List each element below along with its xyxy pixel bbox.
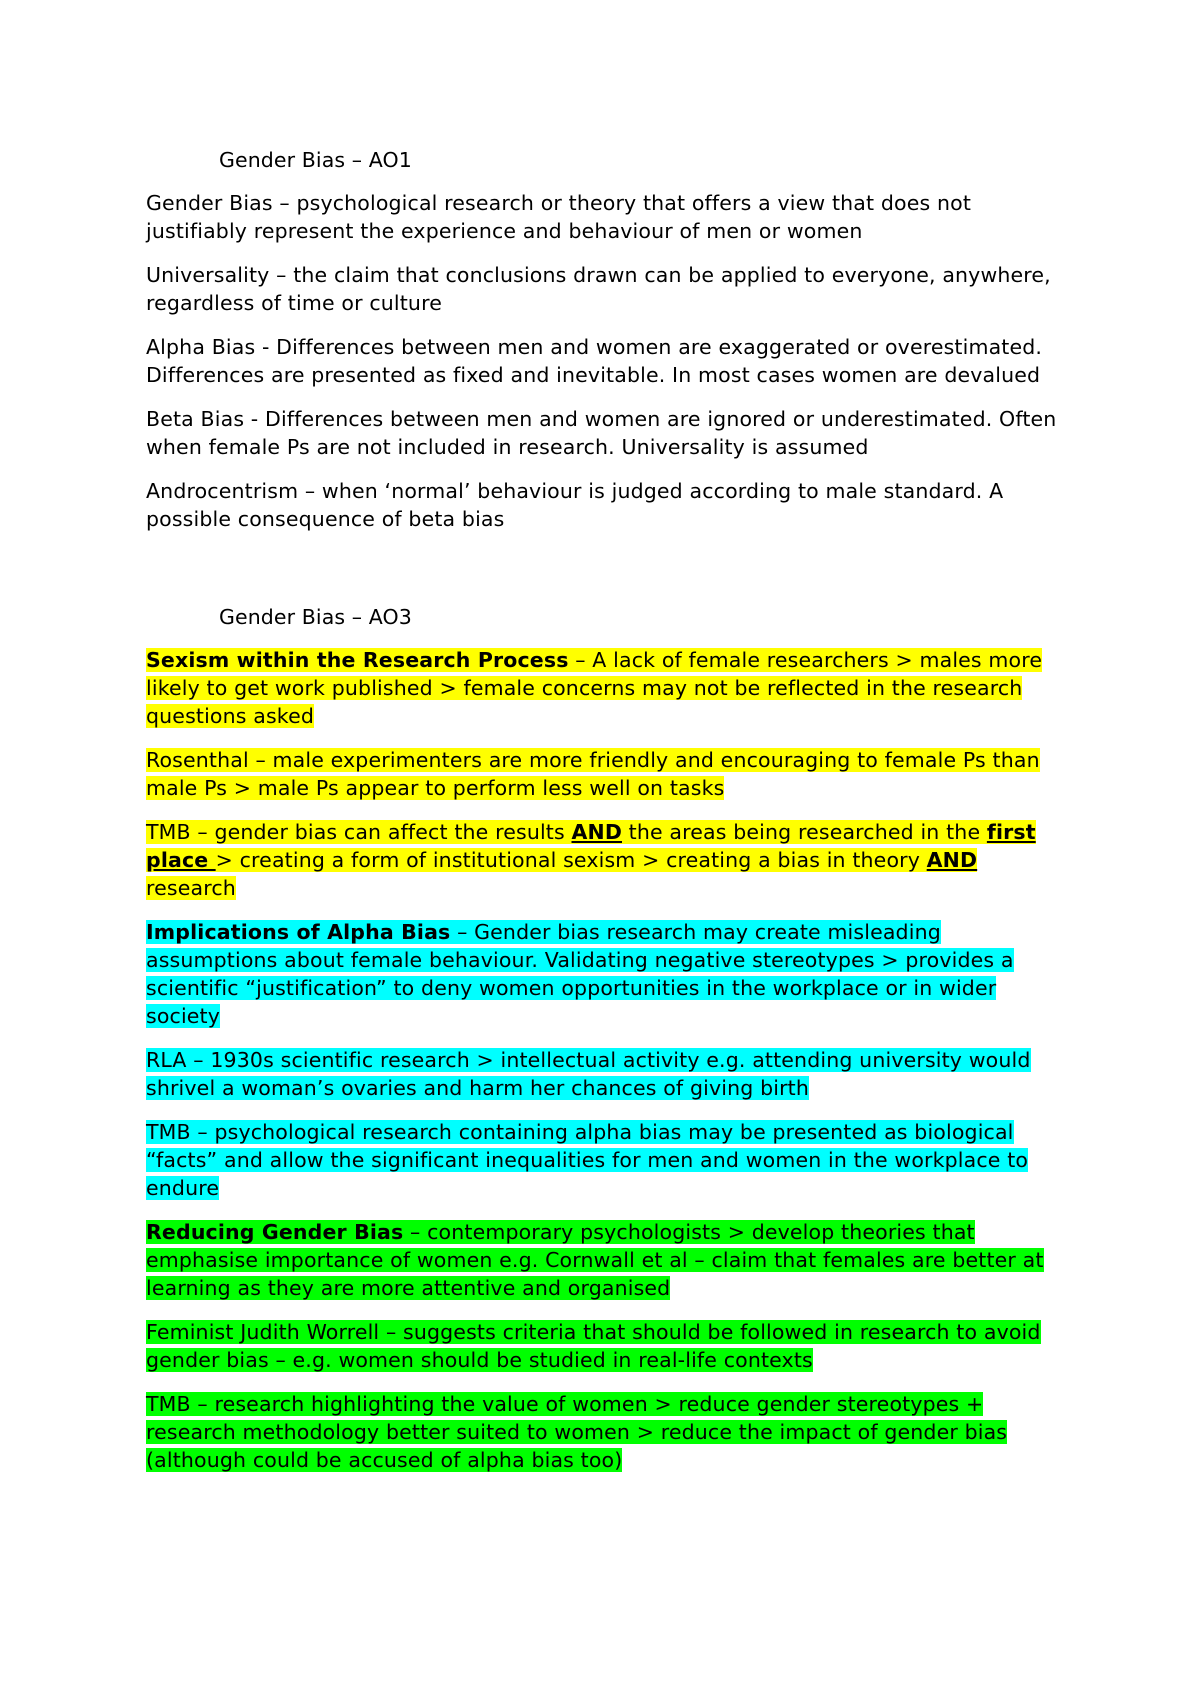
reducing-point (146, 1218, 1066, 1302)
definition-universality: Universality – the claim that conclusions drawn can be applied to everyone, anywhere, regardless of time or culture (146, 263, 1051, 315)
reducing-point-title: Reducing Gender Bias (146, 1220, 404, 1244)
document-page (146, 146, 1066, 1490)
sexism-point-title: Sexism within the Research Process (146, 648, 569, 672)
alpha-evidence: RLA – 1930s scientific research > intellectual activity e.g. attending university would shrivel a woman’s ovaries and harm her chances of giving birth (146, 1048, 1031, 1100)
emphasis-first-place: first place (146, 820, 1036, 872)
sexism-point (146, 646, 1066, 730)
reducing-tmb: TMB – research highlighting the value of women > reduce gender stereotypes + research methodology better suited to women > reduce the impact of gender bias (although could be accused of alpha bias too) (146, 1392, 1008, 1472)
alpha-point-text: – Gender bias research may create misleading assumptions about female behaviour. Validating negative stereotypes > provides a scientific “justification” to deny women opportunities in the workplace or in wider society (146, 920, 1014, 1028)
ao3-heading: Gender Bias – AO3 (219, 605, 412, 629)
sexism-point-text: – A lack of female researchers > males more likely to get work published > female concerns may not be reflected in the research questions asked (146, 648, 1043, 728)
definition-alpha-bias: Alpha Bias - Differences between men and women are exaggerated or overestimated. Differences are presented as fixed and inevitable. In most cases women are devalued (146, 335, 1043, 387)
sexism-tmb: TMB – gender bias can affect the results AND the areas being researched in the first place > creating a form of institutional sexism > creating a bias in theory AND research (146, 820, 1036, 900)
alpha-point (146, 918, 1066, 1030)
alpha-tmb: TMB – psychological research containing alpha bias may be presented as biological “facts” and allow the significant inequalities for men and women in the workplace to endure (146, 1120, 1029, 1200)
alpha-point-title: Implications of Alpha Bias (146, 920, 451, 944)
ao1-heading: Gender Bias – AO1 (219, 148, 412, 172)
emphasis-and: AND (926, 848, 978, 872)
reducing-point-text: – contemporary psychologists > develop theories that emphasise importance of women e.g. Cornwall et al – claim that females are better at learning as they are more attentive and organised (146, 1220, 1044, 1300)
sexism-evidence: Rosenthal – male experimenters are more friendly and encouraging to female Ps than male Ps > male Ps appear to perform less well on tasks (146, 748, 1040, 800)
definition-gender-bias: Gender Bias – psychological research or theory that offers a view that does not justifiably represent the experience and behaviour of men or women (146, 191, 972, 243)
emphasis-and: AND (571, 820, 622, 844)
definition-beta-bias: Beta Bias - Differences between men and women are ignored or underestimated. Often when female Ps are not included in research. Universality is assumed (146, 407, 1057, 459)
reducing-evidence: Feminist Judith Worrell – suggests criteria that should be followed in research to avoid gender bias – e.g. women should be studied in real-life contexts (146, 1320, 1041, 1372)
definition-androcentrism: Androcentrism – when ‘normal’ behaviour is judged according to male standard. A possible consequence of beta bias (146, 479, 1004, 531)
